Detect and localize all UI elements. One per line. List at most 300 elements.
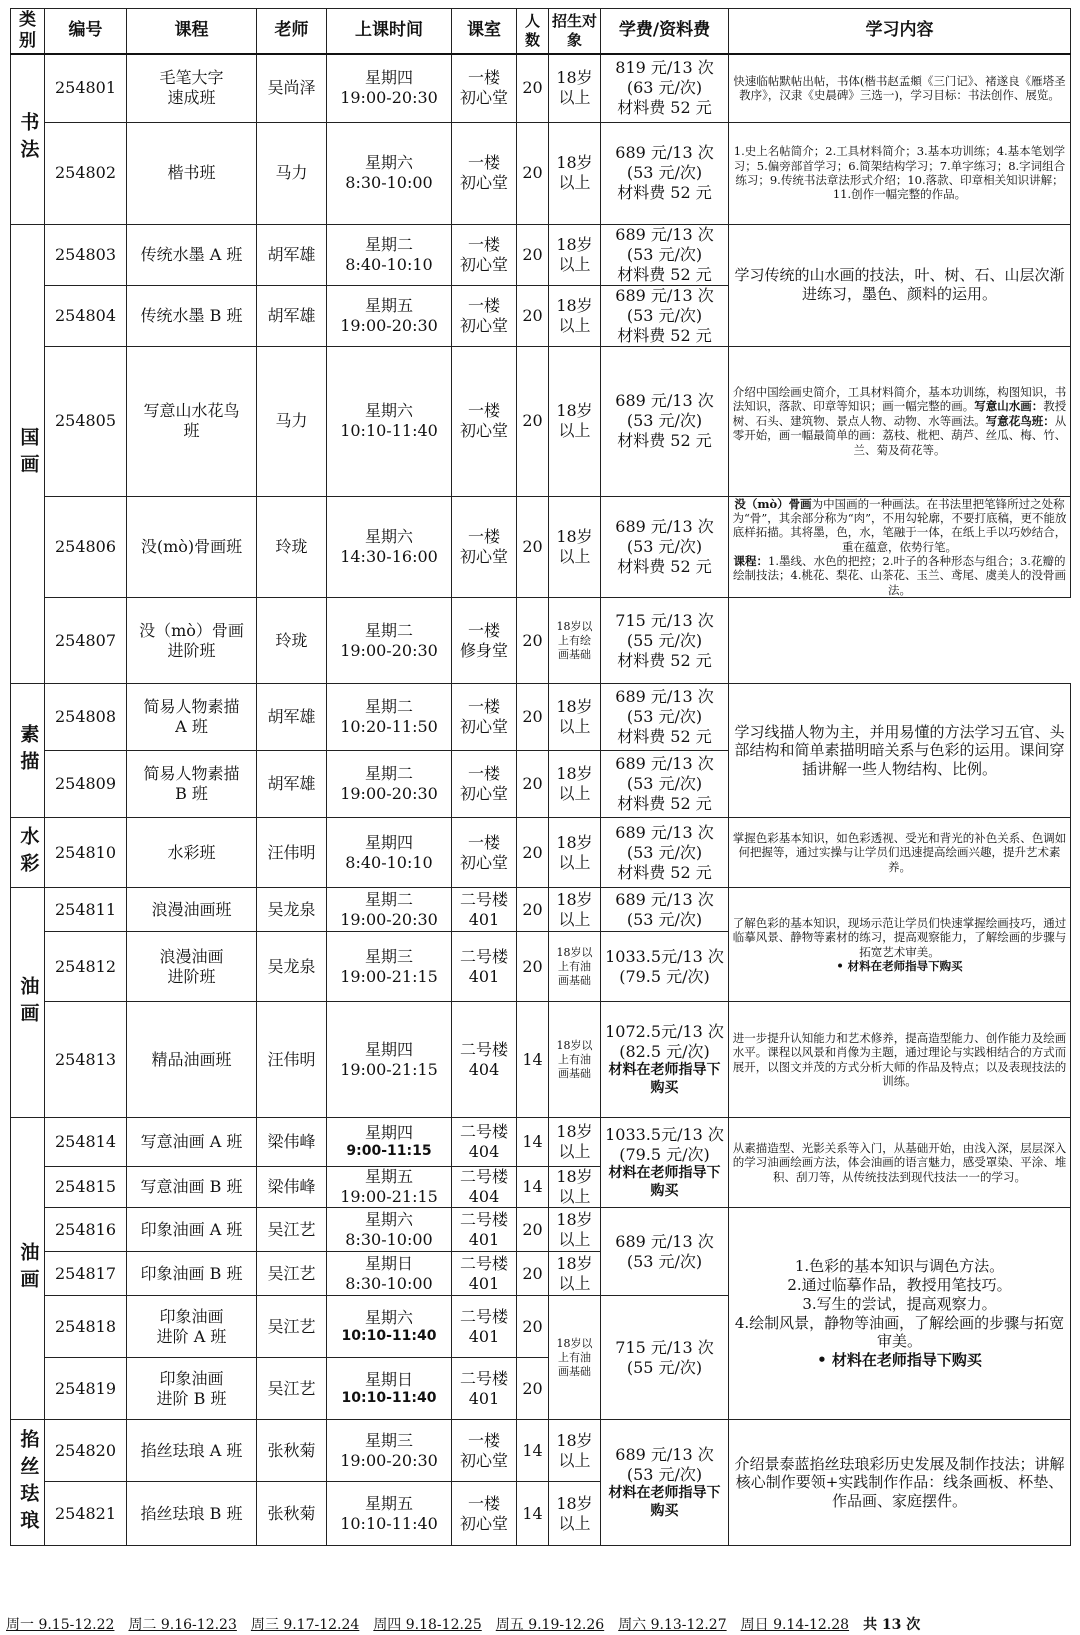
classroom-line: 二号楼 xyxy=(459,1368,508,1388)
course-name-line: 进阶 B 班 xyxy=(156,1388,227,1408)
enrollment-target xyxy=(549,285,601,346)
tuition-fee-line: 1033.5元/13 次 xyxy=(605,1125,724,1145)
enrollment-target-line: 以上 xyxy=(558,1273,591,1293)
enrollment-target-line: 18岁 xyxy=(556,401,593,420)
classroom-line: 初心堂 xyxy=(459,421,508,440)
enrollment-target-line: 上有绘 xyxy=(558,633,591,647)
content-text: 进一步提升认知能力和艺术修养，提高造型能力、创作能力及绘画水平。课程以风景和肖像为主题，通过理论与实践相结合的方式而展开，以图文并茂的方式分析大师的作品及特点；以及表现技法的训练。 xyxy=(732,1030,1067,1088)
tuition-fee-line: (53 元/次) xyxy=(626,909,703,929)
teacher-name: 吴江艺 xyxy=(257,1358,327,1420)
class-time xyxy=(327,751,452,818)
class-time xyxy=(327,1167,452,1208)
class-time-line: 星期二 xyxy=(364,889,413,909)
enrollment-target-line: 18岁 xyxy=(556,764,593,784)
course-name-line: 写意油画 A 班 xyxy=(140,1132,243,1152)
enrollment-target xyxy=(549,1167,601,1208)
learning-content xyxy=(729,684,1071,818)
tuition-fee-line: (53 元/次) xyxy=(626,163,703,182)
teacher-name: 玲珑 xyxy=(257,496,327,598)
class-time-line: 星期六 xyxy=(364,401,413,420)
content-text: 快速临帖默帖出帖，书体(楷书赵孟頫《三门记》、褚遂良《雁塔圣教序》，汉隶《史晨碑》三选一)，学习目标：书法创作、展览。 xyxy=(733,73,1066,103)
tuition-fee-line: (53 元/次) xyxy=(626,411,703,430)
classroom xyxy=(452,54,517,122)
class-time xyxy=(327,1252,452,1296)
class-time-line: 星期六 xyxy=(364,153,413,172)
classroom xyxy=(452,1482,517,1546)
tuition-fee-line: (53 元/次) xyxy=(626,774,703,794)
header-category: 类别 xyxy=(11,9,45,55)
course-code: 254815 xyxy=(45,1167,127,1208)
content-text: 了解色彩的基本知识，现场示范让学员们快速掌握绘画技巧，通过临摹风景、静物等素材的练习，提高观察能力，了解绘画的步骤与拓宽艺术审美。 xyxy=(732,915,1067,959)
term-dates-segment: 周五 9.19-12.26 xyxy=(495,1617,605,1633)
table-body xyxy=(11,54,1071,1546)
classroom-line: 404 xyxy=(468,1187,500,1207)
category-cell: 水彩 xyxy=(11,818,45,888)
teacher-name: 汪伟明 xyxy=(257,1002,327,1118)
class-time-line: 星期四 xyxy=(364,832,413,852)
class-time xyxy=(327,224,452,285)
tuition-fee-line: (53 元/次) xyxy=(626,305,703,325)
enrollment-target-line: 18岁 xyxy=(556,1493,593,1513)
enrollment-target xyxy=(549,1208,601,1252)
classroom xyxy=(452,598,517,684)
classroom xyxy=(452,285,517,346)
class-time xyxy=(327,1118,452,1167)
tuition-fee-line: 689 元/13 次 xyxy=(615,1445,714,1465)
category-cell: 书法 xyxy=(11,54,45,224)
course-name-line: 传统水墨 B 班 xyxy=(140,305,243,325)
class-time-line: 8:30-10:00 xyxy=(345,1229,433,1249)
class-time-line: 星期二 xyxy=(364,697,413,717)
enrollment-target-line: 18岁 xyxy=(556,153,593,172)
class-time-line: 8:30-10:00 xyxy=(345,1273,433,1293)
course-name-line: 传统水墨 A 班 xyxy=(140,244,243,264)
tuition-fee-line: 689 元/13 次 xyxy=(615,1231,714,1251)
classroom-line: 二号楼 xyxy=(459,1253,508,1273)
term-dates-segment: 周三 9.17-12.24 xyxy=(250,1617,360,1633)
tuition-fee xyxy=(601,346,729,496)
enrollment-target-line: 以上 xyxy=(558,1513,591,1533)
header-time: 上课时间 xyxy=(327,9,452,55)
class-time-line: 8:40-10:10 xyxy=(345,852,433,872)
teacher-name: 梁伟峰 xyxy=(257,1118,327,1167)
content-text: 为中国画的一种画法。在书法里把笔锋所过之处称为“骨”，其余部分称为“肉”，不用勾轮廓，不要打底稿，更不能放底样拓描。其将墨，色，水，笔融于一体，在纸上手以巧妙结合，重在蕴意，依势行笔。 xyxy=(732,496,1067,554)
classroom-line: 404 xyxy=(468,1142,500,1162)
table-row xyxy=(11,122,1071,224)
class-time-line: 星期三 xyxy=(364,946,413,966)
tuition-fee xyxy=(601,751,729,818)
tuition-fee-line: 689 元/13 次 xyxy=(615,391,714,410)
class-time-line: 10:20-11:50 xyxy=(340,717,438,737)
course-name xyxy=(127,1167,257,1208)
classroom-line: 一楼 xyxy=(467,764,500,784)
classroom-line: 一楼 xyxy=(467,153,500,172)
enrollment-target-line: 画基础 xyxy=(558,1066,591,1080)
enrollment-target-line: 上有油 xyxy=(558,1350,591,1364)
enrollment-target-line: 画基础 xyxy=(558,973,591,987)
course-code: 254820 xyxy=(45,1420,127,1482)
course-name xyxy=(127,1002,257,1118)
course-name-line: 掐丝珐琅 B 班 xyxy=(140,1503,243,1523)
course-code: 254809 xyxy=(45,751,127,818)
classroom xyxy=(452,346,517,496)
classroom-line: 一楼 xyxy=(467,1430,500,1450)
tuition-fee xyxy=(601,54,729,122)
table-row xyxy=(11,1208,1071,1252)
tuition-fee-line: 689 元/13 次 xyxy=(615,516,714,536)
classroom xyxy=(452,1118,517,1167)
class-time-line: 星期日 xyxy=(364,1253,413,1273)
course-code: 254812 xyxy=(45,932,127,1002)
course-name-line: 水彩班 xyxy=(167,842,216,862)
course-name xyxy=(127,285,257,346)
enrollment-target xyxy=(549,888,601,932)
class-time-line: 10:10-11:40 xyxy=(341,1389,437,1406)
content-heading: 写意山水画： xyxy=(974,399,1044,414)
enrollment-target xyxy=(549,224,601,285)
classroom-line: 401 xyxy=(468,909,500,929)
class-time xyxy=(327,285,452,346)
course-code: 254803 xyxy=(45,224,127,285)
learning-content xyxy=(729,888,1071,1002)
learning-content xyxy=(729,1420,1071,1546)
class-time xyxy=(327,598,452,684)
enrollment-target-line: 18岁 xyxy=(556,1430,593,1450)
classroom xyxy=(452,932,517,1002)
teacher-name: 梁伟峰 xyxy=(257,1167,327,1208)
class-time-line: 星期四 xyxy=(364,68,413,88)
classroom-line: 一楼 xyxy=(467,401,500,420)
content-text: 介绍景泰蓝掐丝珐琅彩历史发展及制作技法；讲解核心制作要领+实践制作作品：线条画板、杯垫、作品画、家庭摆件。 xyxy=(734,1454,1065,1510)
tuition-fee-line: 材料费 52 元 xyxy=(617,183,712,202)
classroom-line: 401 xyxy=(468,1273,500,1293)
course-name-line: 精品油画班 xyxy=(151,1049,232,1069)
classroom-line: 二号楼 xyxy=(459,1306,508,1326)
term-dates-segment: 周二 9.16-12.23 xyxy=(128,1617,237,1633)
course-name-line: 简易人物素描 xyxy=(143,697,240,717)
tuition-fee-line: 材料费 52 元 xyxy=(617,325,712,345)
enrollment-target-line: 18岁以 xyxy=(556,1337,593,1350)
tuition-fee xyxy=(601,1002,729,1118)
class-time-line: 星期四 xyxy=(364,1039,413,1059)
table-row xyxy=(11,598,1071,684)
content-heading: 写意花鸟班： xyxy=(985,413,1055,428)
classroom-line: 一楼 xyxy=(467,832,500,852)
course-name-line: 进阶 A 班 xyxy=(156,1326,227,1346)
learning-content xyxy=(729,224,1071,346)
classroom-line: 初心堂 xyxy=(459,852,508,872)
table-row xyxy=(11,1118,1071,1167)
course-name xyxy=(127,224,257,285)
enrollment-target xyxy=(549,54,601,122)
tuition-fee-line: (53 元/次) xyxy=(626,707,703,727)
enrollment-target-line: 以上 xyxy=(558,546,591,566)
learning-content xyxy=(729,346,1071,496)
term-dates-footer xyxy=(6,1614,1074,1634)
enrollment-target-line: 以上 xyxy=(558,784,591,804)
capacity: 14 xyxy=(517,1482,549,1546)
content-text: 1.墨线、水色的把控；2.叶子的各种形态与组合；3.花瓣的绘制技法；4.桃花、梨花、山茶花、玉兰、鸢尾、虞美人的没骨画法。 xyxy=(733,554,1066,597)
header-fee: 学费/资料费 xyxy=(601,9,729,55)
classroom xyxy=(452,1252,517,1296)
tuition-fee-line: (53 元/次) xyxy=(626,244,703,264)
course-code: 254806 xyxy=(45,496,127,598)
enrollment-target xyxy=(549,1118,601,1167)
enrollment-target-line: 18岁 xyxy=(556,295,593,315)
course-code: 254810 xyxy=(45,818,127,888)
teacher-name: 汪伟明 xyxy=(257,818,327,888)
tuition-fee-line: 689 元/13 次 xyxy=(615,889,714,909)
class-time-line: 19:00-20:30 xyxy=(340,1450,438,1470)
course-code: 254813 xyxy=(45,1002,127,1118)
class-time-line: 8:30-10:00 xyxy=(345,173,433,192)
tuition-fee-line: 689 元/13 次 xyxy=(615,822,714,842)
classroom-line: 初心堂 xyxy=(459,784,508,804)
classroom-line: 一楼 xyxy=(467,1493,500,1513)
class-time-line: 19:00-21:15 xyxy=(340,1187,438,1207)
course-name xyxy=(127,598,257,684)
enrollment-target xyxy=(549,1420,601,1482)
class-time xyxy=(327,122,452,224)
teacher-name: 吴尚泽 xyxy=(257,54,327,122)
classroom-line: 401 xyxy=(468,1326,500,1346)
course-code: 254808 xyxy=(45,684,127,751)
course-name-line: 进阶班 xyxy=(167,640,216,660)
tuition-fee-line: (53 元/次) xyxy=(626,1465,703,1485)
capacity: 20 xyxy=(517,1252,549,1296)
class-time-line: 9:00-11:15 xyxy=(346,1143,432,1160)
classroom-line: 修身堂 xyxy=(459,640,508,660)
capacity: 20 xyxy=(517,1358,549,1420)
classroom xyxy=(452,751,517,818)
class-time-line: 19:00-21:15 xyxy=(340,1059,438,1079)
content-item-line: 1.色彩的基本知识与调色方法。 xyxy=(794,1257,1005,1276)
class-time xyxy=(327,888,452,932)
enrollment-target-line: 18岁 xyxy=(556,1167,593,1187)
material-note: 材料在老师指导下购买 xyxy=(608,1165,721,1199)
course-code: 254811 xyxy=(45,888,127,932)
teacher-name: 马力 xyxy=(257,122,327,224)
classroom xyxy=(452,888,517,932)
enrollment-target-line: 以上 xyxy=(558,1142,591,1162)
class-time-line: 19:00-20:30 xyxy=(340,784,438,804)
class-time xyxy=(327,1002,452,1118)
table-row xyxy=(11,346,1071,496)
classroom-line: 401 xyxy=(468,1229,500,1249)
course-code: 254814 xyxy=(45,1118,127,1167)
class-time-line: 19:00-20:30 xyxy=(340,640,438,660)
tuition-fee-line: 689 元/13 次 xyxy=(615,285,714,305)
classroom-line: 初心堂 xyxy=(459,1513,508,1533)
enrollment-target-line: 以上 xyxy=(558,909,591,929)
class-time-line: 星期六 xyxy=(364,526,413,546)
tuition-fee-line: 715 元/13 次 xyxy=(615,1337,714,1357)
enrollment-target-line: 18岁 xyxy=(556,697,593,717)
classroom-line: 初心堂 xyxy=(459,546,508,566)
course-code: 254804 xyxy=(45,285,127,346)
classroom xyxy=(452,496,517,598)
course-name-line: 写意油画 B 班 xyxy=(140,1177,243,1197)
course-name xyxy=(127,818,257,888)
course-name-line: A 班 xyxy=(175,717,208,737)
enrollment-target-line: 18岁 xyxy=(556,68,593,88)
header-capacity: 人数 xyxy=(517,9,549,55)
tuition-fee xyxy=(601,1296,729,1420)
tuition-fee-line: 689 元/13 次 xyxy=(615,224,714,244)
class-time-line: 星期日 xyxy=(364,1369,413,1389)
course-code: 254817 xyxy=(45,1252,127,1296)
table-row xyxy=(11,1420,1071,1482)
learning-content xyxy=(729,1002,1071,1118)
classroom-line: 一楼 xyxy=(467,697,500,717)
tuition-fee xyxy=(601,888,729,932)
teacher-name: 胡军雄 xyxy=(257,684,327,751)
enrollment-target-line: 18岁 xyxy=(556,1122,593,1142)
enrollment-target-line: 以上 xyxy=(558,1229,591,1249)
tuition-fee-line: 材料费 52 元 xyxy=(617,264,712,284)
tuition-fee-line: (53 元/次) xyxy=(626,1251,703,1271)
classroom-line: 初心堂 xyxy=(459,1450,508,1470)
classroom-line: 一楼 xyxy=(467,234,500,254)
enrollment-target-line: 18岁以 xyxy=(556,1039,593,1052)
classroom xyxy=(452,818,517,888)
classroom xyxy=(452,1296,517,1358)
course-name-line: 印象油画 xyxy=(159,1306,224,1326)
classroom xyxy=(452,122,517,224)
tuition-fee xyxy=(601,684,729,751)
tuition-fee-line: 819 元/13 次 xyxy=(615,58,714,78)
classroom xyxy=(452,1002,517,1118)
course-code: 254821 xyxy=(45,1482,127,1546)
classroom-line: 二号楼 xyxy=(459,1039,508,1059)
table-row xyxy=(11,684,1071,751)
course-name xyxy=(127,122,257,224)
classroom xyxy=(452,684,517,751)
class-time xyxy=(327,54,452,122)
enrollment-target-line: 以上 xyxy=(558,421,591,440)
enrollment-target-line: 18岁 xyxy=(556,526,593,546)
enrollment-target-line: 以上 xyxy=(558,1450,591,1470)
course-code: 254818 xyxy=(45,1296,127,1358)
class-time xyxy=(327,818,452,888)
tuition-fee-line: 1033.5元/13 次 xyxy=(605,946,724,966)
teacher-name: 胡军雄 xyxy=(257,751,327,818)
tuition-fee xyxy=(601,285,729,346)
classroom-line: 初心堂 xyxy=(459,717,508,737)
classroom-line: 二号楼 xyxy=(459,1122,508,1142)
capacity: 20 xyxy=(517,346,549,496)
class-time-line: 10:10-11:40 xyxy=(340,1513,438,1533)
teacher-name: 吴龙泉 xyxy=(257,932,327,1002)
category-cell: 掐丝珐琅 xyxy=(11,1420,45,1546)
teacher-name: 张秋菊 xyxy=(257,1420,327,1482)
classroom-line: 初心堂 xyxy=(459,254,508,274)
enrollment-target xyxy=(549,1002,601,1118)
learning-content xyxy=(729,54,1071,122)
class-time-line: 星期六 xyxy=(364,1209,413,1229)
enrollment-target xyxy=(549,122,601,224)
term-dates-segment: 周四 9.18-12.25 xyxy=(373,1617,482,1633)
classroom xyxy=(452,1358,517,1420)
course-name xyxy=(127,1296,257,1358)
content-material-note: • 材料在老师指导下购买 xyxy=(817,1351,982,1370)
tuition-fee xyxy=(601,932,729,1002)
teacher-name: 玲珑 xyxy=(257,598,327,684)
tuition-fee-line: 材料费 52 元 xyxy=(617,862,712,882)
course-name xyxy=(127,54,257,122)
tuition-fee-line: (63 元/次) xyxy=(626,78,703,98)
course-name xyxy=(127,751,257,818)
content-item-line: 4.绘制风景，静物等油画，了解绘画的步骤与拓宽审美。 xyxy=(734,1313,1065,1351)
class-time-line: 10:10-11:40 xyxy=(340,421,438,440)
enrollment-target-line: 以上 xyxy=(558,852,591,872)
course-name-line: 没(mò)骨画班 xyxy=(140,536,243,556)
capacity: 20 xyxy=(517,751,549,818)
course-name xyxy=(127,932,257,1002)
category-cell: 国画 xyxy=(11,224,45,684)
course-code: 254805 xyxy=(45,346,127,496)
tuition-fee-line: 材料费 52 元 xyxy=(617,794,712,814)
classroom-line: 一楼 xyxy=(467,68,500,88)
content-text: 介绍中国绘画史简介，工具材料简介，基本功训练，构图知识，书法知识，落款、印章等知识；画一幅完整的画。 xyxy=(732,385,1067,414)
tuition-fee-line: (82.5 元/次) xyxy=(619,1042,710,1062)
class-time-line: 19:00-20:30 xyxy=(340,315,438,335)
learning-content xyxy=(729,818,1071,888)
material-note: 材料在老师指导下购买 xyxy=(608,1062,721,1096)
classroom-line: 一楼 xyxy=(467,620,500,640)
enrollment-target-line: 18岁以 xyxy=(556,946,593,959)
learning-content xyxy=(729,1208,1071,1420)
content-text: 从零开始，画一幅最简单的画：荔枝、枇杷、葫芦、丝瓜、梅、竹、兰、菊及荷花等。 xyxy=(732,413,1067,457)
enrollment-target xyxy=(549,346,601,496)
course-name xyxy=(127,1118,257,1167)
enrollment-target-line: 画基础 xyxy=(558,1364,591,1378)
teacher-name: 吴江艺 xyxy=(257,1296,327,1358)
enrollment-target-line: 18岁 xyxy=(556,1209,593,1229)
table-row xyxy=(11,496,1071,598)
content-heading: 课程： xyxy=(733,554,769,568)
enrollment-target-line: 18岁 xyxy=(556,234,593,254)
classroom xyxy=(452,224,517,285)
enrollment-target-line: 18岁 xyxy=(556,1253,593,1273)
tuition-fee-line: 材料费 52 元 xyxy=(617,98,712,118)
enrollment-target xyxy=(549,1296,601,1420)
teacher-name: 胡军雄 xyxy=(257,285,327,346)
class-time xyxy=(327,1482,452,1546)
course-code: 254816 xyxy=(45,1208,127,1252)
teacher-name: 马力 xyxy=(257,346,327,496)
classroom-line: 一楼 xyxy=(467,295,500,315)
tuition-fee xyxy=(601,1420,729,1546)
capacity: 20 xyxy=(517,888,549,932)
tuition-fee-line: 材料费 52 元 xyxy=(617,431,712,450)
capacity: 20 xyxy=(517,224,549,285)
enrollment-target-line: 以上 xyxy=(558,173,591,192)
course-name-line: 简易人物素描 xyxy=(143,764,240,784)
classroom xyxy=(452,1208,517,1252)
content-material-note: • 材料在老师指导下购买 xyxy=(836,959,963,973)
learning-content xyxy=(729,1118,1071,1208)
course-code: 254802 xyxy=(45,122,127,224)
class-time xyxy=(327,346,452,496)
classroom xyxy=(452,1167,517,1208)
class-time-line: 星期三 xyxy=(364,1430,413,1450)
category-cell: 油画 xyxy=(11,1118,45,1420)
teacher-name: 张秋菊 xyxy=(257,1482,327,1546)
tuition-fee xyxy=(601,598,729,684)
capacity: 20 xyxy=(517,54,549,122)
class-time xyxy=(327,932,452,1002)
